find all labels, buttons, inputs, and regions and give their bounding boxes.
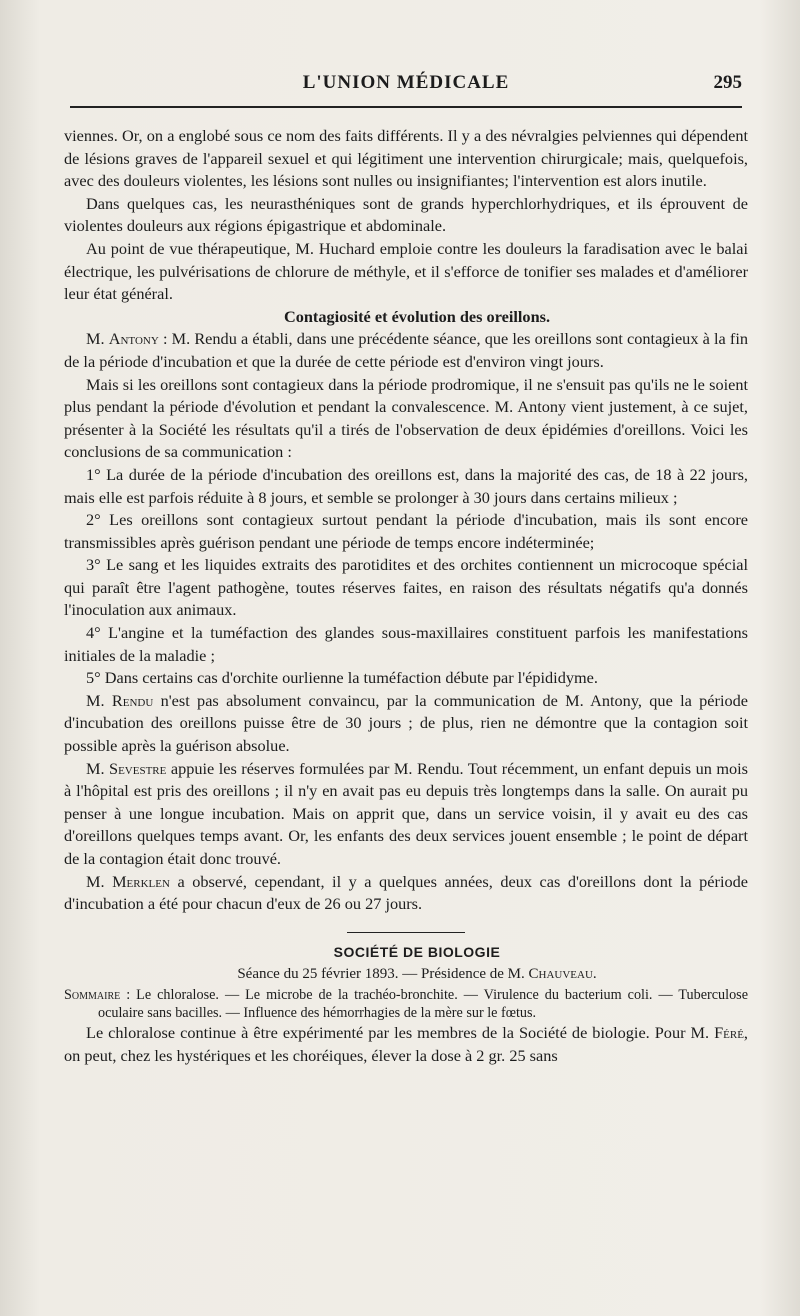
conclusion-item: 5° Dans certains cas d'orchite ourlienne la tuméfaction débute par l'épididyme. — [86, 668, 598, 688]
speaker-prefix: M. — [86, 329, 109, 349]
speaker-name: Antony — [108, 329, 159, 349]
header-rule — [70, 106, 742, 108]
paragraph-text: a observé, cependant, il y a quelques années, deux cas d'oreillons dont la période d'incubation a été pour chacun d'eux de 26 ou 27 jours. — [64, 871, 748, 914]
speaker-name: Féré — [714, 1022, 744, 1042]
paragraph-sevestre — [64, 758, 748, 871]
conclusion-item: 4° L'angine et la tuméfaction des glandes sous-maxillaires constituent parfois les manifestations initiales de la maladie ; — [64, 623, 748, 665]
paragraph-text: appuie les réserves formulées par M. Rendu. Tout récemment, un enfant depuis un mois à l'hôpital est pris des oreillons ; il n'y en avait pas eu depuis très longtemps dans la salle. On aurait pu penser à une longue incubation. Mais on apprit que, dans un service voisin, il y avait eu des cas d'oreillons quelques temps avant. Or, les enfants des deux services jouent ensemble ; le point de départ de la contagion était donc trouvé. — [64, 758, 748, 868]
running-header — [70, 72, 742, 102]
paragraph: viennes. Or, on a englobé sous ce nom des faits différents. Il y a des névralgies pelviennes qui dépendent de lésions graves de l'appareil sexuel et qui légitiment une intervention chirurgicale; mais, quelquefois, avec des douleurs violentes, les lésions sont nulles ou insignifiantes; l'intervention est alors inutile. — [64, 126, 748, 191]
paragraph-rendu — [64, 690, 748, 758]
paragraph: Dans quelques cas, les neurasthéniques sont de grands hyperchlorhydriques, et ils éprouvent de violentes douleurs aux régions épigastrique et abdominale. — [64, 193, 748, 236]
sommaire-text: : Le chloralose. — Le microbe de la trachéo-bronchite. — Virulence du bacterium coli. — Tuberculose oculaire sans bacilles. — Influence des hémorrhagies de la mère sur le fœtus. — [98, 986, 748, 1021]
conclusion-item: 1° La durée de la période d'incubation des oreillons est, dans la majorité des cas, de 18 à 22 jours, mais elle est parfois réduite à 8 jours, et semble se prolonger à 30 jours dans certains milieux ; — [64, 464, 748, 507]
seance-end: . — [592, 966, 597, 983]
speaker-prefix: M. — [86, 871, 113, 891]
paragraph-text: : M. Rendu a établi, dans une précédente séance, que les oreillons sont contagieux à la fin de la période d'incubation et que la durée de cette période est d'environ vingt jours. — [64, 329, 748, 371]
speaker-name: Sevestre — [109, 758, 167, 778]
conclusion-item: 2° Les oreillons sont contagieux surtout pendant la période d'incubation, mais ils sont encore transmissibles après guérison pendant une période de temps encore indéterminée; — [64, 510, 748, 552]
sommaire — [64, 986, 748, 1022]
subheading: Contagiosité et évolution des oreillons. — [283, 306, 551, 326]
seance-text: Séance du 25 février 1893. — Présidence de M. — [237, 966, 529, 983]
president-name: Chauveau — [528, 966, 593, 983]
section-heading: SOCIÉTÉ DE BIOLOGIE — [333, 943, 501, 960]
speaker-prefix: M. — [86, 758, 110, 778]
paragraph: Au point de vue thérapeutique, M. Huchard emploie contre les douleurs la faradisation avec le balai électrique, les pulvérisations de chlorure de méthyle, et il s'efforce de tonifier ses malades et d'améliorer leur état général. — [64, 238, 748, 304]
journal-title: L'UNION MÉDICALE — [302, 72, 510, 93]
paragraph-merklen — [64, 871, 748, 916]
paragraph-text: Le chloralose continue à être expérimenté par les membres de la Société de biologie. Pour M. — [86, 1022, 715, 1042]
sommaire-label: Sommaire — [64, 986, 121, 1003]
article-body — [64, 125, 748, 1067]
speaker-name: Merklen — [112, 871, 170, 891]
conclusion-item: 3° Le sang et les liquides extraits des parotidites et des orchites contiennent un microcoque spécial qui paraît être l'agent pathogène, toutes réserves faites, en raison des résultats négatifs qu'a donnés l'inoculation aux animaux. — [64, 555, 748, 620]
section-rule — [347, 932, 465, 933]
paragraph-text: n'est pas absolument convaincu, par la communication de M. Antony, que la période d'incubation des oreillons puisse être de 30 jours ; de plus, rien ne démontre que la contagion soit possible après la guérison absolue. — [64, 690, 748, 756]
paragraph-antony — [64, 328, 748, 373]
page-number: 295 — [713, 72, 742, 93]
speaker-name: Rendu — [111, 690, 154, 710]
seance-line — [64, 963, 748, 986]
speaker-prefix: M. — [86, 690, 112, 710]
paragraph-chloralose — [64, 1022, 748, 1067]
paragraph-text: , on peut, chez les hystériques et les choréiques, élever la dose à 2 gr. 25 sans — [64, 1022, 748, 1065]
paragraph: Mais si les oreillons sont contagieux dans la période prodromique, il ne s'ensuit pas qu'ils ne le soient plus pendant la période d'évolution et pendant la convalescence. M. Antony vient justement, à ce sujet, présenter à la Société les résultats qu'il a tirés de l'observation de deux épidémies d'oreillons. Voici les conclusions de sa communication : — [64, 374, 748, 462]
